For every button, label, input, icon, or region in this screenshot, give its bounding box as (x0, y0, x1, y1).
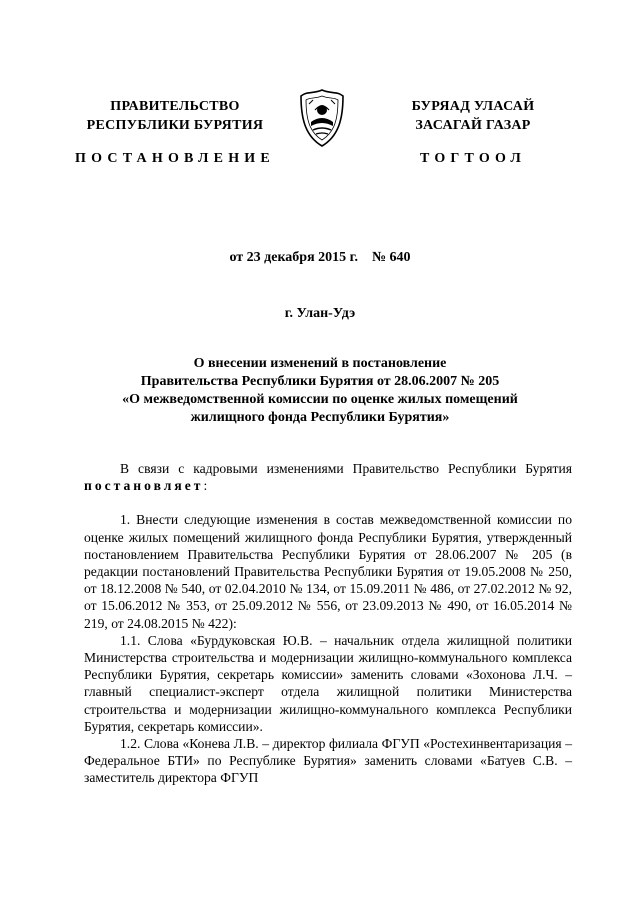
document-subject (90, 355, 550, 427)
item-1-1-paragraph: 1.1. Слова «Бурдуковская Ю.В. – начальник отдела жилищной политики Министерства строительства и модернизации жилищно-коммунального комплекса Республики Бурятия, секретарь комиссии» заменить словами «Зохонова Л.Ч. – главный специалист-эксперт отдела жилищной политики Министерства строительства и модернизации жилищно-коммунального комплекса Республики Бурятия, секретарь комиссии». (84, 632, 572, 734)
header-right-line2: ЗАСАГАЙ ГАЗАР (415, 118, 531, 133)
doc-type-left: ПОСТАНОВЛЕНИЕ (75, 151, 275, 166)
header-right (378, 97, 568, 135)
header-left-line2: РЕСПУБЛИКИ БУРЯТИЯ (86, 118, 264, 133)
header-left-line1: ПРАВИТЕЛЬСТВО (110, 99, 240, 114)
doc-type-right: ТОГТООЛ (419, 151, 527, 166)
preamble-end: : (203, 478, 208, 494)
item-1-paragraph: 1. Внести следующие изменения в состав межведомственной комиссии по оценке жилых помещений жилищного фонда Республики Бурятия, утвержденный постановлением Правительства Республики Бурятия от 28.06.2007 № 205 (в редакции постановлений Правительства Республики Бурятия от 19.05.2008 № 250, от 18.12.2008 № 540, от 02.04.2010 № 134, от 15.09.2011 № 486, от 27.02.2012 № 92, от 15.06.2012 № 353, от 25.09.2012 № 556, от 23.09.2013 № 490, от 16.05.2014 № 219, от 24.08.2015 № 422): (84, 512, 572, 631)
document-date: от 23 декабря 2015 г. (229, 250, 358, 265)
preamble-text: В связи с кадровыми изменениями Правительство Республики Бурятия (120, 461, 572, 476)
header-left (80, 97, 270, 135)
document-number: № 640 (371, 250, 411, 265)
subject-line2: Правительства Республики Бурятия от 28.06.2007 № 205 (140, 374, 500, 389)
date-line (0, 250, 640, 266)
subject-line4: жилищного фонда Республики Бурятия» (190, 410, 450, 425)
preamble-keyword: постановляет (84, 478, 204, 494)
city-line: г. Улан-Удэ (284, 306, 356, 321)
header-right-line1: БУРЯАД УЛАСАЙ (411, 99, 535, 114)
preamble-paragraph (84, 460, 572, 494)
subject-line1: О внесении изменений в постановление (193, 356, 447, 371)
coat-of-arms-icon (297, 88, 347, 148)
document-body (84, 460, 572, 787)
subject-line3: «О межведомственной комиссии по оценке жилых помещений (122, 392, 518, 407)
item-1-2-paragraph: 1.2. Слова «Конева Л.В. – директор филиала ФГУП «Ростехинвентаризация – Федеральное БТИ» по Республике Бурятия» заменить словами «Батуев С.В. – заместитель директора ФГУП (84, 736, 572, 786)
